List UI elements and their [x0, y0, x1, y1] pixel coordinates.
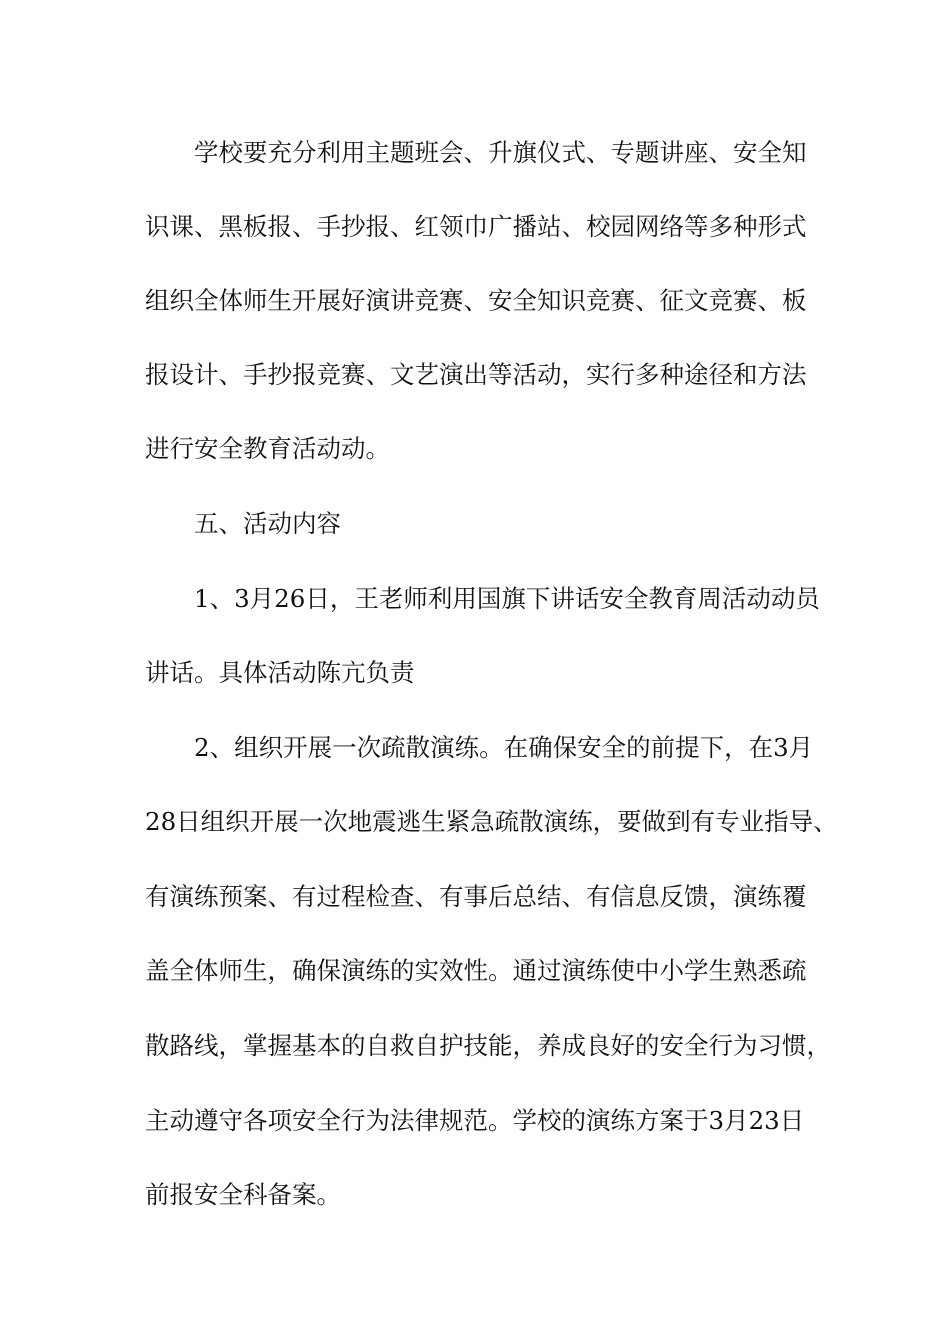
paragraph-line: 报设计、手抄报竞赛、文艺演出等活动，实行多种途径和方法	[145, 360, 807, 389]
paragraph-line: 进行安全教育活动动。	[145, 434, 390, 463]
section-heading: 五、活动内容	[194, 509, 341, 538]
paragraph-line: 有演练预案、有过程检查、有事后总结、有信息反馈，演练覆	[145, 882, 807, 911]
paragraph-line: 主动遵守各项安全行为法律规范。学校的演练方案于3月23日	[145, 1106, 805, 1135]
paragraph-line: 28日组织开展一次地震逃生紧急疏散演练，要做到有专业指导、	[145, 807, 838, 836]
paragraph-line: 1、3月26日，王老师利用国旗下讲话安全教育周活动动员	[194, 584, 820, 613]
paragraph-line: 学校要充分利用主题班会、升旗仪式、专题讲座、安全知	[194, 138, 807, 167]
paragraph-line: 讲话。具体活动陈亢负责	[145, 658, 415, 687]
paragraph-line: 组织全体师生开展好演讲竞赛、安全知识竞赛、征文竞赛、板	[145, 286, 807, 315]
paragraph-line: 识课、黑板报、手抄报、红领巾广播站、校园网络等多种形式	[145, 212, 807, 241]
paragraph-line: 盖全体师生，确保演练的实效性。通过演练使中小学生熟悉疏	[145, 956, 807, 985]
paragraph-line: 前报安全科备案。	[145, 1180, 341, 1209]
paragraph-line: 散路线，掌握基本的自救自护技能，养成良好的安全行为习惯，	[145, 1031, 831, 1060]
paragraph-line: 2、组织开展一次疏散演练。在确保安全的前提下，在3月	[194, 733, 814, 762]
